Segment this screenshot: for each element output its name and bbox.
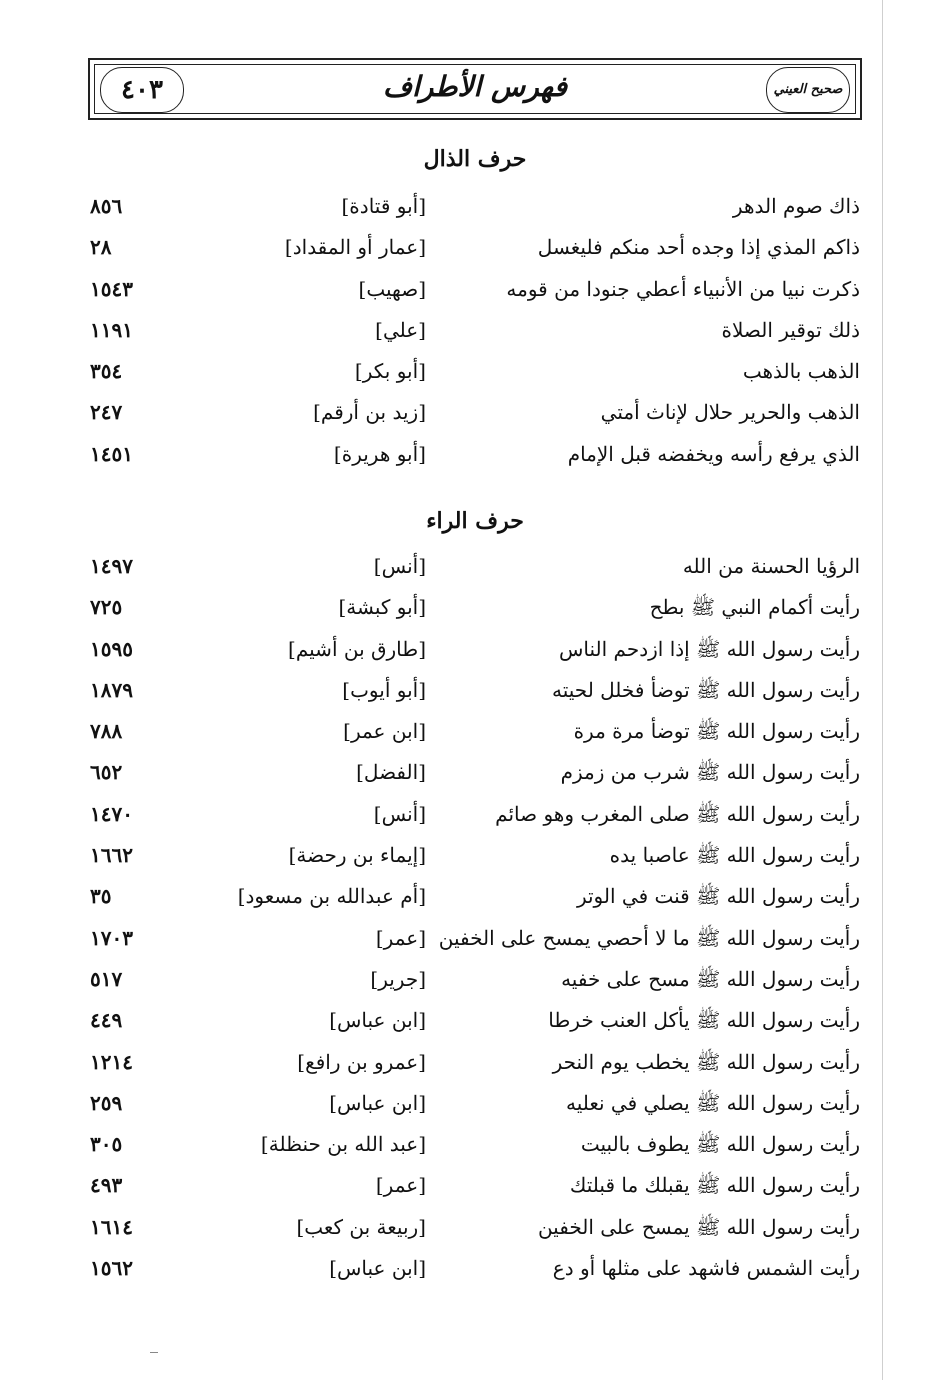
- hadith-number: ٦٥٢: [90, 760, 123, 785]
- narrator: [عبد الله بن حنظلة]: [260, 1132, 426, 1157]
- index-row: [88, 190, 862, 231]
- hadith-text: رأيت رسول الله ﷺ عاصبا يده: [609, 843, 860, 868]
- footer-mark: [150, 1352, 158, 1353]
- index-row: [88, 550, 862, 591]
- index-row: [88, 633, 862, 674]
- narrator: [أبو قتادة]: [341, 194, 426, 218]
- index-row: [88, 963, 862, 1004]
- hadith-text: ذاكم المذي إذا وجده أحد منكم فليغسل: [537, 235, 860, 260]
- hadith-number: ١٤٩٧: [90, 554, 133, 578]
- narrator: [عمرو بن رافع]: [297, 1049, 426, 1074]
- hadith-number: ١٤٥١: [90, 441, 133, 466]
- hadith-text: رأيت رسول الله ﷺ ما لا أحصي يمسح على الخفين: [438, 925, 860, 950]
- narrator: [جرير]: [370, 966, 426, 991]
- hadith-number: ٤٤٩: [90, 1008, 123, 1033]
- hadith-number: ١٥٦٢: [90, 1256, 133, 1281]
- index-row: [88, 1169, 862, 1210]
- hadith-text: رأيت رسول الله ﷺ يأكل العنب خرطا: [548, 1008, 860, 1033]
- hadith-number: ٧٢٥: [90, 595, 123, 620]
- narrator: [أنس]: [373, 801, 426, 826]
- hadith-number: ٢٥٩: [90, 1090, 123, 1115]
- section-title-dhal: حرف الذال: [423, 146, 527, 172]
- narrator: [علي]: [375, 317, 426, 342]
- narrator: [ابن عباس]: [329, 1008, 426, 1033]
- hadith-text: رأيت رسول الله ﷺ مسح على خفيه: [561, 966, 860, 991]
- hadith-text: رأيت الشمس فاشهد على مثلها أو دع: [552, 1256, 860, 1281]
- hadith-text: ذلك توقير الصلاة: [721, 317, 860, 342]
- hadith-text: رأيت أكمام النبي ﷺ بطح: [649, 595, 860, 620]
- hadith-text: رأيت رسول الله ﷺ يخطب يوم النحر: [552, 1049, 860, 1074]
- narrator: [زيد بن أرقم]: [313, 400, 426, 425]
- hadith-text: رأيت رسول الله ﷺ يمسح على الخفين: [537, 1214, 860, 1239]
- hadith-number: ٢٤٧: [90, 400, 123, 425]
- index-row: [88, 355, 862, 396]
- hadith-number: ١٤٧٠: [90, 801, 133, 826]
- index-row: [88, 396, 862, 437]
- hadith-number: ٣٥٤: [90, 359, 123, 384]
- index-row: [88, 839, 862, 880]
- narrator: [أنس]: [373, 554, 426, 578]
- index-row: [88, 1252, 862, 1293]
- hadith-number: ١٦١٤: [90, 1214, 133, 1239]
- index-row: [88, 231, 862, 272]
- hadith-text: رأيت رسول الله ﷺ صلى المغرب وهو صائم: [495, 801, 860, 826]
- page-number: ٤٠٣: [121, 75, 163, 105]
- hadith-text: ذكرت نبيا من الأنبياء أعطي جنودا من قومه: [506, 276, 860, 301]
- hadith-number: ٣٠٥: [90, 1132, 123, 1157]
- hadith-number: ١١٩١: [90, 317, 133, 342]
- narrator: [أم عبدالله بن مسعود]: [237, 884, 426, 909]
- hadith-text: الذهب والحرير حلال لإناث أمتي: [600, 400, 860, 425]
- index-row: [88, 880, 862, 921]
- index-row: [88, 1128, 862, 1169]
- hadith-text: الرؤيا الحسنة من الله: [682, 554, 860, 578]
- index-row: [88, 798, 862, 839]
- hadith-text: الذهب بالذهب: [742, 359, 860, 384]
- index-row: [88, 922, 862, 963]
- hadith-number: ٥١٧: [90, 966, 123, 991]
- hadith-number: ٨٥٦: [90, 194, 123, 218]
- index-row: [88, 314, 862, 355]
- hadith-text: رأيت رسول الله ﷺ يطوف بالبيت: [580, 1132, 860, 1157]
- index-row: [88, 1087, 862, 1128]
- hadith-text: رأيت رسول الله ﷺ قنت في الوتر: [576, 884, 860, 909]
- section-title-ra: حرف الراء: [426, 508, 524, 534]
- page-gutter-line: [882, 0, 883, 1380]
- narrator: [عمار أو المقداد]: [284, 235, 426, 260]
- book-logo-ornament: [766, 67, 850, 113]
- narrator: [أبو أيوب]: [342, 677, 426, 702]
- hadith-number: ١٢١٤: [90, 1049, 133, 1074]
- index-row: [88, 273, 862, 314]
- index-row: [88, 1211, 862, 1252]
- book-logo: صحيح العيني: [773, 81, 843, 97]
- narrator: [الفضل]: [356, 760, 426, 785]
- narrator: [أبو بكر]: [354, 359, 426, 384]
- narrator: [عمر]: [375, 1173, 426, 1198]
- index-list-dhal: [88, 190, 862, 479]
- narrator: [أبو هريرة]: [333, 441, 426, 466]
- hadith-text: ذاك صوم الدهر: [732, 194, 860, 218]
- narrator: [إيماء بن رحضة]: [288, 843, 426, 868]
- hadith-text: رأيت رسول الله ﷺ شرب من زمزم: [560, 760, 860, 785]
- index-row: [88, 674, 862, 715]
- page-title: فهرس الأطراف: [383, 70, 567, 103]
- hadith-number: ١٥٩٥: [90, 636, 133, 661]
- hadith-number: ١٧٠٣: [90, 925, 133, 950]
- index-row: [88, 756, 862, 797]
- hadith-number: ٢٨: [90, 235, 112, 260]
- narrator: [أبو كبشة]: [338, 595, 426, 620]
- index-list-ra: [88, 550, 862, 1293]
- page-header: [88, 58, 862, 120]
- narrator: [ابن عمر]: [343, 719, 426, 744]
- hadith-number: ١٦٦٢: [90, 843, 133, 868]
- hadith-text: الذي يرفع رأسه ويخفضه قبل الإمام: [567, 441, 860, 466]
- narrator: [ابن عباس]: [329, 1090, 426, 1115]
- index-row: [88, 438, 862, 479]
- narrator: [ربيعة بن كعب]: [296, 1214, 426, 1239]
- index-row: [88, 1046, 862, 1087]
- index-row: [88, 591, 862, 632]
- index-row: [88, 1004, 862, 1045]
- narrator: [صهيب]: [358, 276, 426, 301]
- hadith-number: ٧٨٨: [90, 719, 123, 744]
- hadith-number: ١٥٤٣: [90, 276, 133, 301]
- hadith-text: رأيت رسول الله ﷺ توضأ مرة مرة: [573, 719, 860, 744]
- narrator: [ابن عباس]: [329, 1256, 426, 1281]
- hadith-text: رأيت رسول الله ﷺ توضأ فخلل لحيته: [551, 677, 860, 702]
- hadith-text: رأيت رسول الله ﷺ يقبلك ما قبلتك: [569, 1173, 860, 1198]
- hadith-number: ٤٩٣: [90, 1173, 123, 1198]
- index-row: [88, 715, 862, 756]
- hadith-number: ١٨٧٩: [90, 677, 133, 702]
- hadith-text: رأيت رسول الله ﷺ يصلي في نعليه: [565, 1090, 860, 1115]
- hadith-number: ٣٥: [90, 884, 112, 909]
- narrator: [عمر]: [375, 925, 426, 950]
- hadith-text: رأيت رسول الله ﷺ إذا ازدحم الناس: [558, 636, 860, 661]
- narrator: [طارق بن أشيم]: [288, 636, 426, 661]
